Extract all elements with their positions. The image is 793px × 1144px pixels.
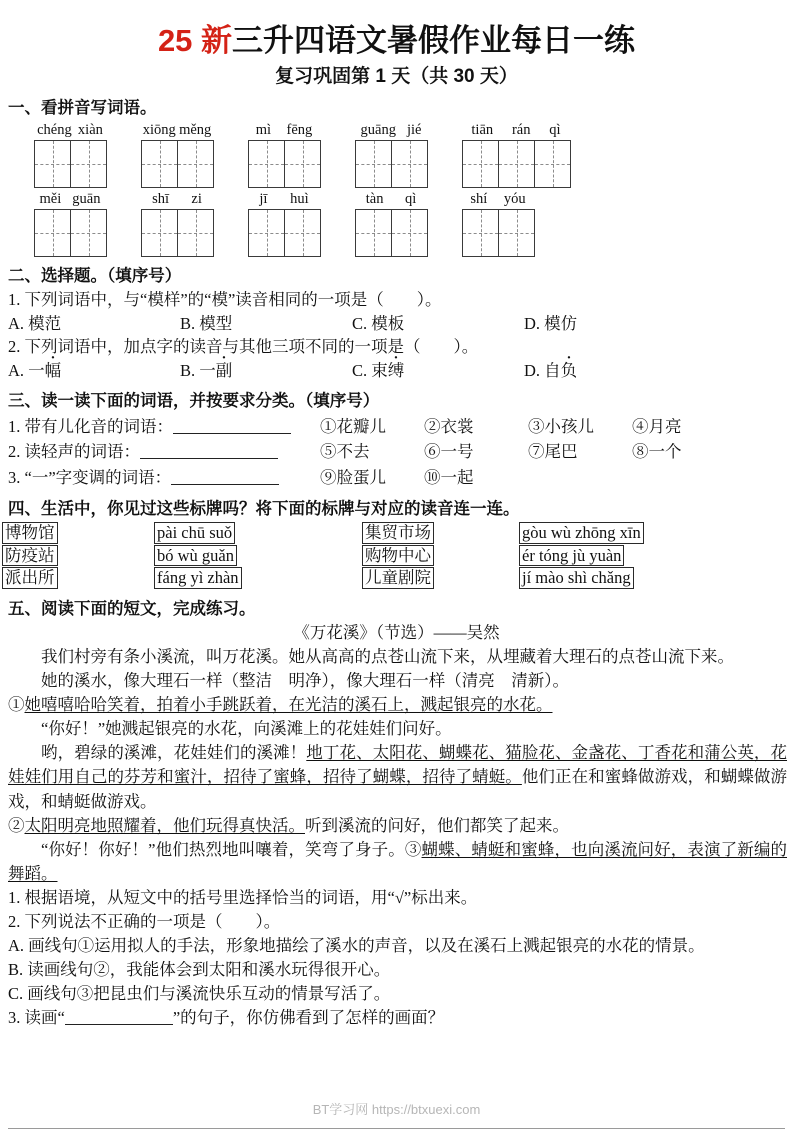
tianzige-grid[interactable] [355, 140, 428, 188]
tianzige-cell[interactable] [356, 141, 392, 187]
pinyin-syllable: shí [470, 190, 488, 207]
choice-option[interactable]: B. 模型 [180, 313, 233, 333]
article-body [0, 645, 793, 886]
section4-matching [2, 522, 793, 589]
tianzige-cell[interactable] [142, 141, 178, 187]
word-bank-item[interactable]: ①花瓣儿 [320, 416, 386, 436]
word-bank-row [320, 439, 793, 465]
sign-box[interactable]: pài chū suǒ [154, 522, 235, 543]
pinyin-syllable: yóu [503, 190, 526, 207]
watermark: BT学习网 https://btxuexi.com [312, 1102, 481, 1117]
choice-option[interactable] [524, 359, 696, 382]
pinyin-word-group [248, 121, 321, 188]
section3-body [8, 414, 793, 491]
pinyin-word-group [355, 190, 428, 257]
section5-question-3-post: ”的句子，你仿佛看到了怎样的画面？ [172, 1008, 445, 1028]
section3-prompt-1-label: 1. 带有儿化音的词语： [8, 416, 173, 436]
pinyin-syllable: xiàn [77, 121, 103, 138]
tianzige-cell[interactable] [35, 210, 71, 256]
section5-question: 2. 下列说法不正确的一项是（ ）。 [8, 911, 281, 931]
choice-option[interactable]: C. 模板 [352, 313, 405, 333]
worksheet-page [0, 22, 793, 1144]
choice-option[interactable] [180, 359, 352, 382]
word-bank-item[interactable]: ⑨脸蛋儿 [320, 467, 386, 487]
section3-heading: 三、读一读下面的词语，并按要求分类。（填序号） [8, 392, 380, 411]
section3-prompt-2 [8, 439, 308, 465]
sign-box[interactable]: fáng yì zhàn [154, 567, 242, 588]
section4-column-pinyin-right [519, 522, 729, 589]
word-bank-item[interactable]: ④月亮 [632, 416, 682, 436]
section5-question: 1. 根据语境，从短文中的括号里选择恰当的词语，用“√”标出来。 [8, 887, 478, 907]
tianzige-grid[interactable] [248, 140, 321, 188]
section2-options-2 [8, 359, 793, 382]
article-paragraph [8, 693, 787, 717]
pinyin-syllable: qì [549, 121, 561, 138]
pinyin-syllable: rán [511, 121, 531, 138]
tianzige-cell[interactable] [178, 141, 214, 187]
pinyin-word-group [462, 190, 535, 257]
word-bank-item[interactable]: ⑤不去 [320, 442, 370, 462]
pinyin-syllable: tàn [365, 190, 384, 207]
section5-question: A. 画线句①运用拟人的手法，形象地描绘了溪水的声音，以及在溪石上溅起银亮的水花的情景。 [8, 936, 705, 955]
article-paragraph [8, 838, 787, 886]
sentence-marker: ① [8, 695, 25, 715]
emphasis-dot-character: 缚 [387, 360, 405, 380]
paragraph-text: 我们村旁有条小溪流，叫万花溪。她从高高的点苍山流下来，从埋藏着大理石的点苍山流下来。 [41, 647, 734, 667]
tianzige-cell[interactable] [71, 141, 107, 187]
pinyin-label [248, 121, 320, 139]
pinyin-label [462, 190, 534, 208]
pinyin-grid-row-1 [0, 121, 793, 188]
word-bank-item[interactable]: ⑧一个 [632, 442, 682, 462]
sign-box[interactable]: 儿童剧院 [362, 567, 434, 588]
section3-prompt-3 [8, 465, 308, 491]
pinyin-syllable: jī [259, 190, 268, 207]
footer-rule [8, 1128, 785, 1129]
pinyin-syllable: zi [191, 190, 202, 207]
pinyin-label [141, 121, 213, 139]
tianzige-cell[interactable] [249, 210, 285, 256]
emphasis-dot-character: 负 [560, 360, 578, 380]
pinyin-syllable: měi [39, 190, 62, 207]
pinyin-label [34, 121, 106, 139]
choice-option[interactable]: D. 模仿 [524, 313, 578, 333]
pinyin-label [355, 190, 427, 208]
section5-question: C. 画线句③把昆虫们与溪流快乐互动的情景写活了。 [8, 984, 391, 1004]
pinyin-word-group [355, 121, 428, 188]
article-paragraph [8, 717, 787, 741]
tianzige-cell[interactable] [142, 210, 178, 256]
sentence-marker: ② [8, 815, 25, 835]
tianzige-cell[interactable] [285, 141, 321, 187]
tianzige-grid[interactable] [141, 209, 214, 257]
tianzige-grid[interactable] [462, 209, 535, 257]
pinyin-word-group [141, 121, 214, 188]
underlined-sentence: 蝴蝶、蜻蜓和蜜蜂，也向溪流问好，表演了新编的舞蹈。 [8, 839, 788, 883]
section2-question-1: 1. 下列词语中，与“模样”的“模”读音相同的一项是（ ）。 [8, 290, 442, 310]
choice-option-label: C. 束 [352, 360, 388, 380]
section5-question-3-blank[interactable] [65, 1008, 173, 1026]
pinyin-syllable: shī [152, 190, 170, 207]
tianzige-cell[interactable] [356, 210, 392, 256]
underlined-sentence: 地丁花、太阳花、蝴蝶花、猫脸花、金盏花、丁香花和蒲公英，花娃娃们用自己的芬芳和蜜汁，招待了蜜蜂，招待了蝴蝶，招待了蜻蜓。 [8, 743, 788, 787]
page-subtitle: 复习巩固第 1 天（共 30 天） [275, 66, 518, 88]
section3-prompt-3-label: 3. “一”字变调的词语： [8, 467, 172, 487]
section5-question-3-pre: 3. 读画“ [8, 1008, 65, 1028]
section5-questions [0, 886, 793, 1006]
section3-prompts [8, 414, 308, 491]
article-paragraph [8, 814, 787, 838]
sign-box[interactable]: 防疫站 [2, 545, 58, 566]
pinyin-label [141, 190, 213, 208]
section1-heading: 一、看拼音写词语。 [8, 98, 157, 117]
pinyin-syllable: mì [255, 121, 272, 138]
section3-prompt-2-label: 2. 读轻声的词语： [8, 442, 140, 462]
tianzige-cell[interactable] [178, 210, 214, 256]
choice-option[interactable] [352, 359, 524, 382]
section5-question: B. 读画线句②，我能体会到太阳和溪水玩得很开心。 [8, 960, 391, 980]
section4-column-signs-right [362, 522, 519, 589]
underlined-sentence: 她嘻嘻哈哈笑着，拍着小手跳跃着，在光洁的溪石上，溅起银亮的水花。 [24, 695, 553, 715]
tianzige-cell[interactable] [285, 210, 321, 256]
tianzige-cell[interactable] [392, 141, 428, 187]
pinyin-syllable: guān [72, 190, 101, 207]
pinyin-syllable: huì [290, 190, 309, 207]
article-paragraph [8, 741, 787, 813]
pinyin-word-group [248, 190, 321, 257]
tianzige-cell[interactable] [535, 141, 571, 187]
choice-option[interactable] [8, 359, 180, 382]
emphasis-dot-character: 幅 [44, 360, 62, 380]
emphasis-dot-character: 副 [215, 360, 233, 380]
tianzige-grid[interactable] [34, 140, 107, 188]
tianzige-cell[interactable] [499, 210, 535, 256]
sign-box[interactable]: ér tóng jù yuàn [519, 545, 624, 566]
choice-option[interactable]: A. 模范 [8, 313, 62, 333]
section4-column-signs-left [2, 522, 154, 589]
pinyin-word-group [462, 121, 571, 188]
tianzige-grid[interactable] [462, 140, 571, 188]
pinyin-syllable: guāng [360, 121, 396, 138]
pinyin-syllable: měng [179, 121, 212, 138]
sign-box[interactable]: 博物馆 [2, 522, 58, 543]
word-bank-item[interactable]: ⑥一号 [424, 442, 474, 462]
tianzige-cell[interactable] [392, 210, 428, 256]
sign-box[interactable]: 派出所 [2, 567, 58, 588]
pinyin-syllable: tiān [471, 121, 494, 138]
title-highlight: 25 新 [157, 23, 233, 58]
tianzige-cell[interactable] [71, 210, 107, 256]
pinyin-word-group [34, 190, 107, 257]
section3-answer-blank-3[interactable] [171, 467, 279, 485]
tianzige-cell[interactable] [35, 141, 71, 187]
section3-word-bank [308, 414, 793, 491]
article-paragraph [8, 645, 787, 669]
paragraph-text: 听到溪流的问好，他们都笑了起来。 [305, 815, 569, 835]
paragraph-text: 她的溪水，像大理石一样（整洁 明净），像大理石一样（清亮 清新）。 [41, 671, 569, 691]
choice-option-label: B. 一 [180, 360, 216, 380]
section3-prompt-1 [8, 414, 308, 440]
pinyin-syllable: chéng [37, 121, 72, 138]
pinyin-syllable: jié [406, 121, 422, 138]
sign-box[interactable]: 购物中心 [362, 545, 434, 566]
sign-box[interactable]: jí mào shì chǎng [519, 567, 634, 588]
tianzige-grid[interactable] [248, 209, 321, 257]
pinyin-label [355, 121, 427, 139]
pinyin-syllable: xiōng [142, 121, 176, 138]
section5-question-3 [8, 1006, 787, 1030]
pinyin-label [462, 121, 570, 139]
section2-heading: 二、选择题。（填序号） [8, 266, 182, 285]
word-bank-item[interactable]: ②衣裳 [424, 416, 474, 436]
section3-answer-blank-1[interactable] [173, 416, 291, 434]
pinyin-grid-row-2 [0, 190, 793, 257]
section3-answer-blank-2[interactable] [140, 442, 278, 460]
choice-option-label: D. 自 [524, 360, 561, 380]
tianzige-cell[interactable] [249, 141, 285, 187]
article-paragraph [8, 669, 787, 693]
article-title: 《万花溪》（节选）——吴然 [293, 623, 500, 643]
paragraph-text: “你好！你好！”他们热烈地叫嚷着，笑弯了身子。 [41, 839, 405, 859]
section5-heading: 五、阅读下面的短文，完成练习。 [8, 599, 256, 618]
pinyin-word-group [141, 190, 214, 257]
choice-option-label: A. 一 [8, 360, 45, 380]
tianzige-grid[interactable] [34, 209, 107, 257]
pinyin-label [34, 190, 106, 208]
word-bank-row [320, 465, 793, 491]
section2-question-2: 2. 下列词语中，加点字的读音与其他三项不同的一项是（ ）。 [8, 337, 479, 357]
sign-box[interactable]: gòu wù zhōng xīn [519, 522, 644, 543]
tianzige-cell[interactable] [499, 141, 535, 187]
sentence-marker: ③ [404, 839, 422, 859]
sign-box[interactable]: 集贸市场 [362, 522, 434, 543]
tianzige-grid[interactable] [141, 140, 214, 188]
paragraph-text: “你好！”她溅起银亮的水花，向溪滩上的花娃娃们问好。 [41, 719, 452, 739]
section4-heading: 四、生活中，你见过这些标牌吗？将下面的标牌与对应的读音连一连。 [8, 500, 520, 519]
tianzige-cell[interactable] [463, 141, 499, 187]
pinyin-word-group [34, 121, 107, 188]
word-bank-item[interactable]: ⑩一起 [424, 467, 474, 487]
pinyin-label [248, 190, 320, 208]
pinyin-syllable: qì [404, 190, 417, 207]
word-bank-row [320, 414, 793, 440]
word-bank-item[interactable]: ③小孩儿 [528, 416, 594, 436]
tianzige-grid[interactable] [355, 209, 428, 257]
title-rest: 三升四语文暑假作业每日一练 [232, 23, 636, 58]
page-title [0, 22, 793, 59]
paragraph-text: 哟，碧绿的溪滩，花娃娃们的溪滩！ [41, 743, 307, 763]
sign-box[interactable]: bó wù guǎn [154, 545, 237, 566]
section4-column-pinyin-left [154, 522, 362, 589]
tianzige-cell[interactable] [463, 210, 499, 256]
underlined-sentence: 太阳明亮地照耀着，他们玩得真快活。 [24, 815, 305, 835]
word-bank-item[interactable]: ⑦尾巴 [528, 442, 578, 462]
paragraph-text: 他们正在和蜜蜂做游戏，和蝴蝶做游戏，和蜻蜓做游戏。 [8, 767, 788, 811]
pinyin-syllable: fēng [286, 121, 313, 138]
section2-options-1 [8, 312, 793, 335]
